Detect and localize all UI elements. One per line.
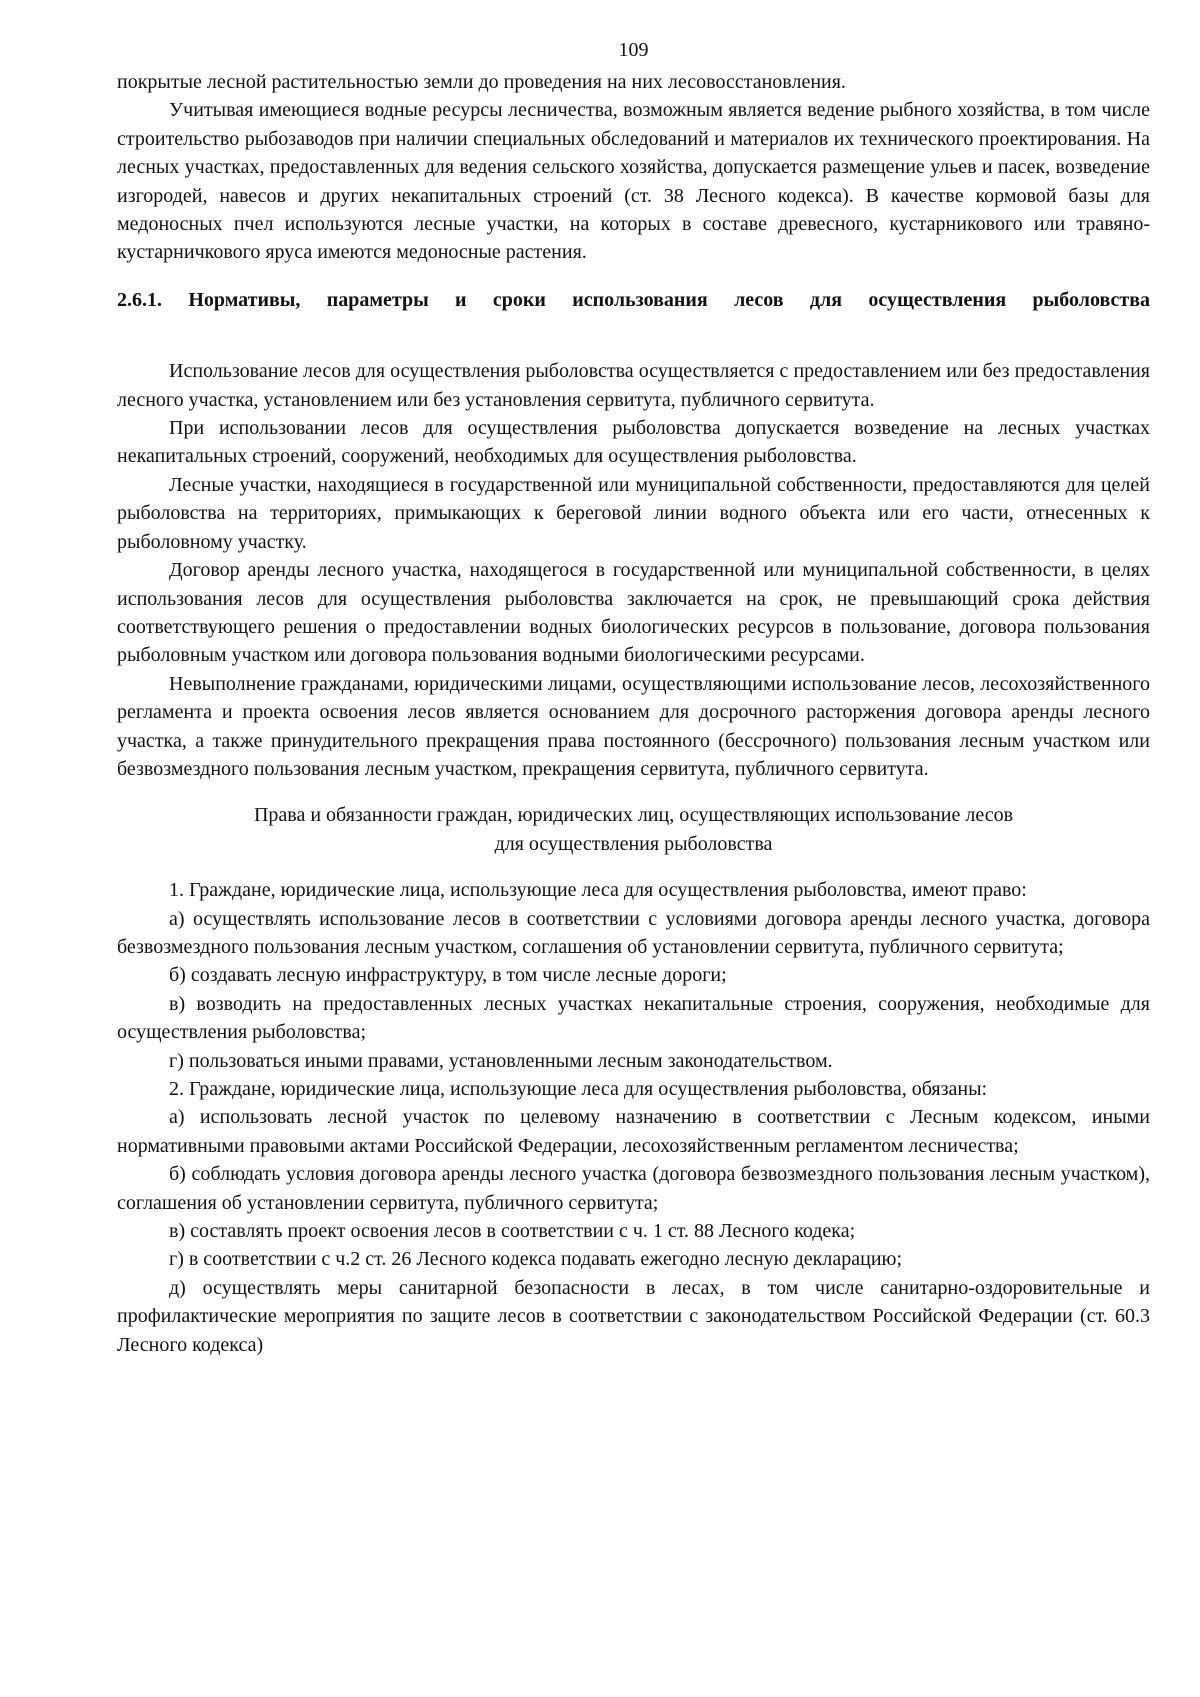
- rights-heading-line-2: для осуществления рыболовства: [494, 832, 773, 855]
- rights-heading-line-1: Права и обязанности граждан, юридических лиц, осуществляющих использование лесов: [253, 804, 1014, 827]
- document-page: [117, 36, 1150, 1359]
- rights-item-1d: г) пользоваться иными правами, установленными лесным законодательством.: [169, 1049, 833, 1072]
- duties-item-2e: д) осуществлять меры санитарной безопасности в лесах, в том числе санитарно-оздоровительные и профилактические мероприятия по защите лесов в соответствии с законодательством Российской Федерации (ст. 60.3 Лесного кодекса): [117, 1276, 1150, 1356]
- paragraph-land-plots: Лесные участки, находящиеся в государственной или муниципальной собственности, предоставляются для целей рыболовства на территориях, примыкающих к береговой линии водного объекта или его части, отнесенных к рыболовному участку.: [117, 473, 1150, 553]
- section-heading: 2.6.1. Нормативы, параметры и сроки использования лесов для осуществления рыболовства: [117, 288, 1150, 311]
- paragraph-fishing-usage: Использование лесов для осуществления рыболовства осуществляется с предоставлением или без предоставления лесного участка, установлением или без установления сервитута, публичного сервитута.: [117, 360, 1150, 411]
- paragraph-lease-contract: Договор аренды лесного участка, находящегося в государственной или муниципальной собственности, в целях использования лесов для осуществления рыболовства заключается на срок, не превышающий срока действия соответствующего решения о предоставлении водных биологических ресурсов в пользование, договора пользования рыболовным участком или договора пользования водными биологическими ресурсами.: [117, 559, 1150, 667]
- rights-item-1: 1. Граждане, юридические лица, использующие леса для осуществления рыболовства, имеют право:: [169, 879, 1027, 902]
- paragraph-non-compliance: Невыполнение гражданами, юридическими лицами, осуществляющими использование лесов, лесохозяйственного регламента и проекта освоения лесов является основанием для досрочного расторжения договора аренды лесного участка, а также принудительного прекращения права постоянного (бессрочного) пользования лесным участком или безвозмездного пользования лесным участком, прекращения сервитута, публичного сервитута.: [117, 672, 1150, 780]
- page-number: 109: [618, 39, 649, 61]
- duties-item-2a: а) использовать лесной участок по целевому назначению в соответствии с Лесным кодексом, иными нормативными правовыми актами Российской Федерации, лесохозяйственным регламентом лесничества;: [117, 1106, 1150, 1157]
- paragraph-intro-continuation: покрытые лесной растительностью земли до проведения на них лесовосстановления.: [117, 71, 846, 93]
- duties-item-2b: б) соблюдать условия договора аренды лесного участка (договора безвозмездного пользования лесным участком), соглашения об установлении сервитута, публичного сервитута;: [117, 1163, 1150, 1214]
- paragraph-water-resources: Учитывая имеющиеся водные ресурсы лесничества, возможным является ведение рыбного хозяйства, в том числе строительство рыбозаводов при наличии специальных обследований и материалов их технического проектирования. На лесных участках, предоставленных для ведения сельского хозяйства, допускается размещение ульев и пасек, возведение изгородей, навесов и других некапитальных строений (ст. 38 Лесного кодекса). В качестве кормовой базы для медоносных пчел используются лесные участки, на которых в составе древесного, кустарникового или травяно-кустарничкового яруса имеются медоносные растения.: [117, 99, 1150, 264]
- rights-item-1b: б) создавать лесную инфраструктуру, в том числе лесные дороги;: [169, 964, 727, 987]
- rights-item-1a: а) осуществлять использование лесов в соответствии с условиями договора аренды лесного участка, договора безвозмездного пользования лесным участком, соглашения об установлении сервитута, публичного сервитута;: [117, 907, 1150, 958]
- rights-item-1c: в) возводить на предоставленных лесных участках некапитальные строения, сооружения, необходимые для осуществления рыболовства;: [117, 992, 1150, 1044]
- duties-item-2d: г) в соответствии с ч.2 ст. 26 Лесного кодекса подавать ежегодно лесную декларацию;: [169, 1248, 903, 1271]
- rights-heading: [117, 801, 1150, 858]
- duties-item-2c: в) составлять проект освоения лесов в соответствии с ч. 1 ст. 88 Лесного кодека;: [169, 1220, 856, 1243]
- duties-item-2: 2. Граждане, юридические лица, использующие леса для осуществления рыболовства, обязаны:: [169, 1078, 988, 1100]
- paragraph-fishing-structures: При использовании лесов для осуществления рыболовства допускается возведение на лесных участках некапитальных строений, сооружений, необходимых для осуществления рыболовства.: [117, 417, 1150, 468]
